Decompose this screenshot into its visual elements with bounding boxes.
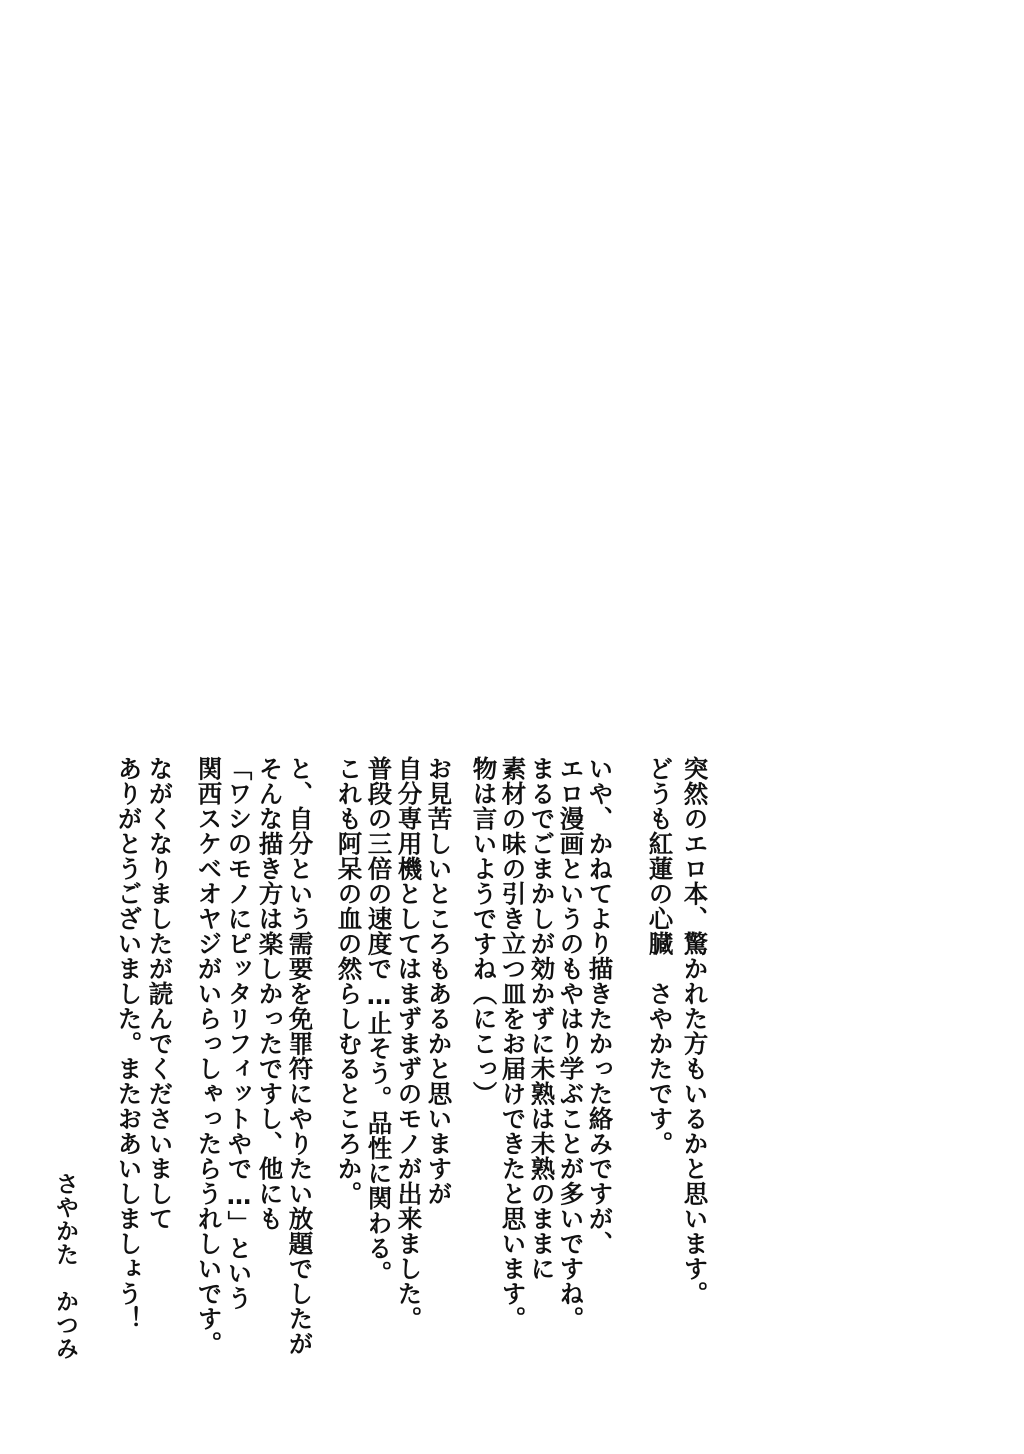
text-line-6: まるでごまかしが効かずに未熟は未熟のままに [527, 756, 557, 1281]
text-line-16: そんな描き方は楽しかったですし、他にも [255, 756, 285, 1231]
text-line-2: どうも紅蓮の心臓 さやかたです。 [645, 756, 675, 1156]
text-line-11: 自分専用機としてはまずまずのモノが出来ました。 [394, 756, 424, 1331]
text-line-17: 「ワシのモノにピッタリフィットやで…」という [224, 756, 254, 1311]
text-line-10: お見苦しいところもあるかと思いますが [424, 756, 454, 1206]
text-line-4: いや、かねてより描きたかった絡みですが、 [585, 756, 615, 1256]
text-line-15: と、自分という需要を免罪符にやりたい放題でしたが [285, 756, 315, 1356]
signature: さやかた かつみ [52, 1172, 78, 1360]
text-line-7: 素材の味の引き立つ皿をお届けできたと思います。 [498, 756, 528, 1331]
text-line-21: ありがとうございました。またおあいしましょう！ [114, 756, 144, 1331]
text-line-18: 関西スケベオヤジがいらっしゃったらうれしいです。 [194, 756, 224, 1356]
text-line-5: エロ漫画というのもやはり学ぶことが多いですね。 [556, 756, 586, 1331]
text-line-1: 突然のエロ本、驚かれた方もいるかと思います。 [680, 756, 710, 1306]
text-line-8: 物は言いようですね（にこっ） [469, 756, 499, 1106]
text-line-12: 普段の三倍の速度で…止そう。品性に関わる。 [364, 756, 394, 1286]
text-line-20: ながくなりましたが読んでくださいまして [145, 756, 175, 1231]
text-line-13: これも阿呆の血の然らしむるところか。 [334, 756, 364, 1206]
